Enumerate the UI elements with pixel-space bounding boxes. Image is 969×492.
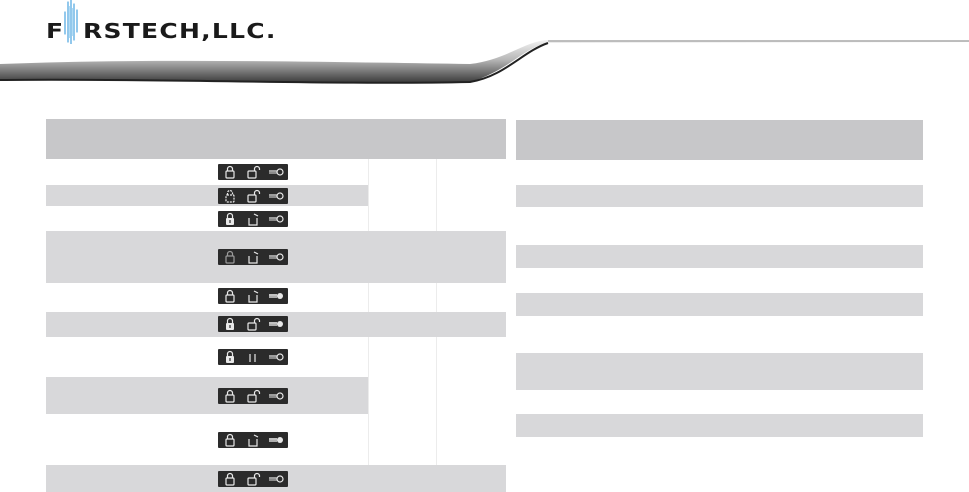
- header-swoosh: [0, 30, 969, 90]
- remote-button-icons: [218, 349, 288, 365]
- key-icon: [268, 389, 284, 403]
- remote-button-icons: [218, 188, 288, 204]
- logo-letter-f: F: [46, 19, 65, 43]
- trunk-open-icon: [245, 289, 261, 303]
- pause-icon: [245, 350, 261, 364]
- column-divider: [368, 283, 369, 312]
- column-divider: [368, 337, 369, 465]
- lock-icon: [222, 289, 238, 303]
- key-icon: [268, 289, 284, 303]
- lock-flash-icon: [222, 189, 238, 203]
- key-icon: [268, 165, 284, 179]
- column-divider: [368, 159, 369, 231]
- remote-button-icons: [218, 164, 288, 180]
- key-icon: [268, 433, 284, 447]
- lock-alert-icon: [222, 317, 238, 331]
- key-icon: [268, 189, 284, 203]
- key-icon: [268, 317, 284, 331]
- table-row-band: [516, 245, 923, 268]
- key-icon: [268, 472, 284, 486]
- key-icon: [268, 250, 284, 264]
- key-icon: [268, 350, 284, 364]
- table-row-band: [516, 293, 923, 316]
- table-header: [46, 119, 506, 159]
- column-divider: [436, 337, 437, 465]
- lock-icon: [222, 472, 238, 486]
- remote-button-icons: [218, 288, 288, 304]
- table-row-band: [516, 185, 923, 207]
- trunk-open-icon: [245, 433, 261, 447]
- lock-alert-icon: [222, 212, 238, 226]
- lock-dim-icon: [222, 250, 238, 264]
- lock-alert-icon: [222, 350, 238, 364]
- table-row-band: [516, 414, 923, 437]
- column-divider: [436, 159, 437, 231]
- key-icon: [268, 212, 284, 226]
- lock-icon: [222, 165, 238, 179]
- unlock-icon: [245, 389, 261, 403]
- remote-button-icons: [218, 249, 288, 265]
- unlock-icon: [245, 189, 261, 203]
- table-row-band: [46, 185, 368, 206]
- lock-icon: [222, 389, 238, 403]
- remote-button-icons: [218, 471, 288, 487]
- unlock-icon: [245, 165, 261, 179]
- unlock-icon: [245, 317, 261, 331]
- remote-button-icons: [218, 432, 288, 448]
- remote-button-icons: [218, 316, 288, 332]
- remote-button-icons: [218, 211, 288, 227]
- trunk-open-icon: [245, 250, 261, 264]
- lock-icon: [222, 433, 238, 447]
- trunk-open-icon: [245, 212, 261, 226]
- table-row-band: [46, 377, 368, 414]
- unlock-icon: [245, 472, 261, 486]
- table-row-band: [516, 353, 923, 390]
- logo-wordmark: RSTECH,LLC.: [82, 19, 277, 43]
- column-divider: [436, 283, 437, 312]
- table-header: [516, 120, 923, 160]
- remote-button-icons: [218, 388, 288, 404]
